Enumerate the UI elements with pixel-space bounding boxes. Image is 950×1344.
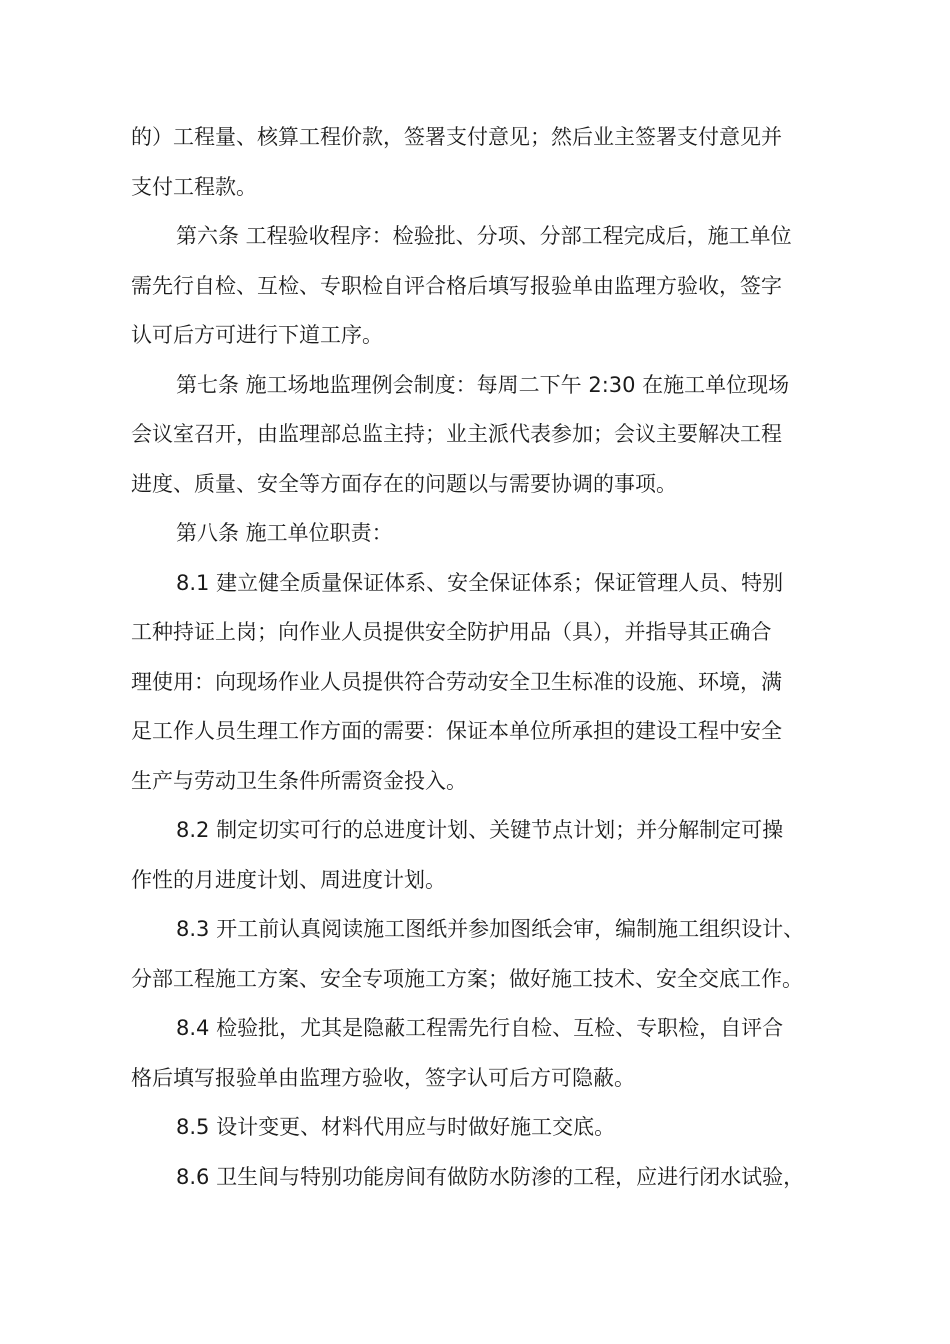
text-line: 理使用：向现场作业人员提供符合劳动安全卫生标准的设施、环境，满 [131, 669, 782, 694]
text-line: 第八条 施工单位职责： [176, 521, 393, 545]
text-line: 的）工程量、核算工程价款，签署支付意见；然后业主签署支付意见并 [131, 125, 782, 149]
text-line: 认可后方可进行下道工序。 [131, 323, 383, 347]
text-line: 8.4 检验批，尤其是隐蔽工程需先行自检、互检、专职检，自评合 [176, 1016, 784, 1040]
text-line: 作性的月进度计划、周进度计划。 [131, 867, 446, 892]
text-line: 需先行自检、互检、专职检自评合格后填写报验单由监理方验收，签字 [131, 273, 782, 298]
text-line: 8.5 设计变更、材料代用应与时做好施工交底。 [176, 1115, 616, 1139]
text-line: 8.3 开工前认真阅读施工图纸并参加图纸会审，编制施工组织设计、 [176, 917, 805, 941]
text-line: 足工作人员生理工作方面的需要：保证本单位所承担的建设工程中安全 [131, 719, 782, 743]
text-line: 支付工程款。 [131, 174, 257, 199]
text-line: 会议室召开，由监理部总监主持；业主派代表参加；会议主要解决工程 [131, 422, 782, 446]
text-line: 工种持证上岗；向作业人员提供安全防护用品（具），并指导其正确合 [131, 620, 772, 644]
text-line: 进度、质量、安全等方面存在的问题以与需要协调的事项。 [131, 471, 677, 496]
text-line: 分部工程施工方案、安全专项施工方案；做好施工技术、安全交底工作。 [131, 966, 803, 991]
text-line: 生产与劳动卫生条件所需资金投入。 [131, 768, 467, 793]
text-line: 8.1 建立健全质量保证体系、安全保证体系；保证管理人员、特别 [176, 570, 784, 595]
text-line: 8.2 制定切实可行的总进度计划、关键节点计划；并分解制定可操 [176, 818, 784, 842]
text-line: 第六条 工程验收程序：检验批、分项、分部工程完成后，施工单位 [176, 224, 792, 248]
text-line: 8.6 卫生间与特别功能房间有做防水防渗的工程，应进行闭水试验， [176, 1164, 805, 1189]
document-body [131, 113, 843, 1202]
text-line: 第七条 施工场地监理例会制度：每周二下午 2:30 在施工单位现场 [176, 372, 790, 397]
text-line: 格后填写报验单由监理方验收，签字认可后方可隐蔽。 [131, 1065, 635, 1090]
